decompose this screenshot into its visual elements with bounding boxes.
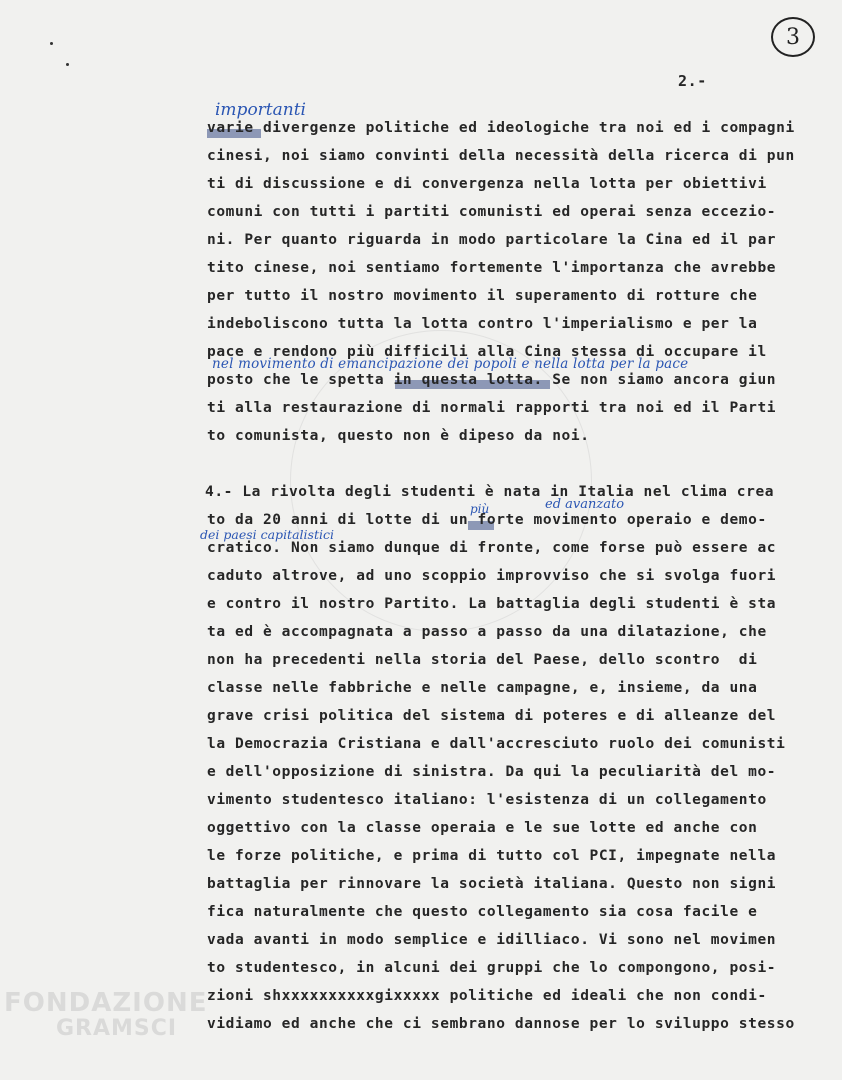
text-line: cratico. Non siamo dunque di fronte, come forse può essere ac <box>207 540 777 556</box>
text-line: la Democrazia Cristiana e dall'accresciuto ruolo dei comunisti <box>207 736 786 752</box>
text-line: cinesi, noi siamo convinti della necessità della ricerca di pun <box>207 148 795 164</box>
text-line: zioni shxxxxxxxxxxgixxxxx politiche ed ideali che non condi- <box>207 988 767 1004</box>
text-line: ni. Per quanto riguarda in modo particolare la Cina ed il par <box>207 232 777 248</box>
text-line: pace e rendono più difficili alla Cina stessa di occupare il <box>207 344 767 360</box>
text-line: comuni con tutti i partiti comunisti ed operai senza eccezio- <box>207 204 777 220</box>
handwritten-avanzato: ed avanzato <box>545 497 625 512</box>
watermark-line2: GRAMSCI <box>56 1016 178 1041</box>
handwritten-piu: più <box>470 502 490 516</box>
handwritten-paesi: dei paesi capitalistici <box>200 527 334 542</box>
page-number: 2.- <box>678 72 707 90</box>
text-line: classe nelle fabbriche e nelle campagne, e, insieme, da una <box>207 680 758 696</box>
text-line: grave crisi politica del sistema di poteres e di alleanze del <box>207 708 777 724</box>
text-line: ti alla restaurazione di normali rapporti tra noi ed il Parti <box>207 400 777 416</box>
text-line: vada avanti in modo semplice e idilliaco. Vi sono nel movimen <box>207 932 777 948</box>
text-line: vimento studentesco italiano: l'esistenza di un collegamento <box>207 792 767 808</box>
text-line: 4.- La rivolta degli studenti è nata in Italia nel clima crea <box>205 484 775 500</box>
text-line: e contro il nostro Partito. La battaglia degli studenti è sta <box>207 596 777 612</box>
text-line: caduto altrove, ad uno scoppio improvviso che si svolga fuori <box>207 568 777 584</box>
text-line: e dell'opposizione di sinistra. Da qui la peculiarità del mo- <box>207 764 777 780</box>
fondazione-gramsci-watermark <box>4 988 207 1041</box>
text-line: fica naturalmente che questo collegamento sia cosa facile e <box>207 904 758 920</box>
circled-page-number <box>771 17 815 57</box>
text-line: non ha precedenti nella storia del Paese, dello scontro di <box>207 652 758 668</box>
speck <box>66 63 69 66</box>
text-line: vidiamo ed anche che ci sembrano dannose per lo sviluppo stesso <box>207 1016 795 1032</box>
text-line: tito cinese, noi sentiamo fortemente l'importanza che avrebbe <box>207 260 777 276</box>
text-line: ta ed è accompagnata a passo a passo da una dilatazione, che <box>207 624 767 640</box>
text-line: posto che le spetta in questa lotta. Se non siamo ancora giun <box>207 372 777 388</box>
handwritten-importanti: importanti <box>215 100 306 120</box>
text-line: varie divergenze politiche ed ideologiche tra noi ed i compagni <box>207 120 795 136</box>
text-line: to da 20 anni di lotte di un forte movimento operaio e demo- <box>207 512 767 528</box>
watermark-line1: FONDAZIONE <box>4 988 208 1018</box>
text-line: oggettivo con la classe operaia e le sue lotte ed anche con <box>207 820 758 836</box>
text-line: to comunista, questo non è dipeso da noi. <box>207 428 590 444</box>
speck <box>50 42 53 45</box>
text-line: to studentesco, in alcuni dei gruppi che lo compongono, posi- <box>207 960 777 976</box>
text-line: ti di discussione e di convergenza nella lotta per obiettivi <box>207 176 767 192</box>
text-line: le forze politiche, e prima di tutto col PCI, impegnate nella <box>207 848 777 864</box>
circled-page-number-text: 3 <box>786 24 800 50</box>
text-line: per tutto il nostro movimento il superamento di rotture che <box>207 288 758 304</box>
handwritten-movimento-insert: nel movimento di emancipazione dei popoli e nella lotta per la pace <box>212 356 689 372</box>
text-line: indeboliscono tutta la lotta contro l'imperialismo e per la <box>207 316 758 332</box>
text-line: battaglia per rinnovare la società italiana. Questo non signi <box>207 876 777 892</box>
